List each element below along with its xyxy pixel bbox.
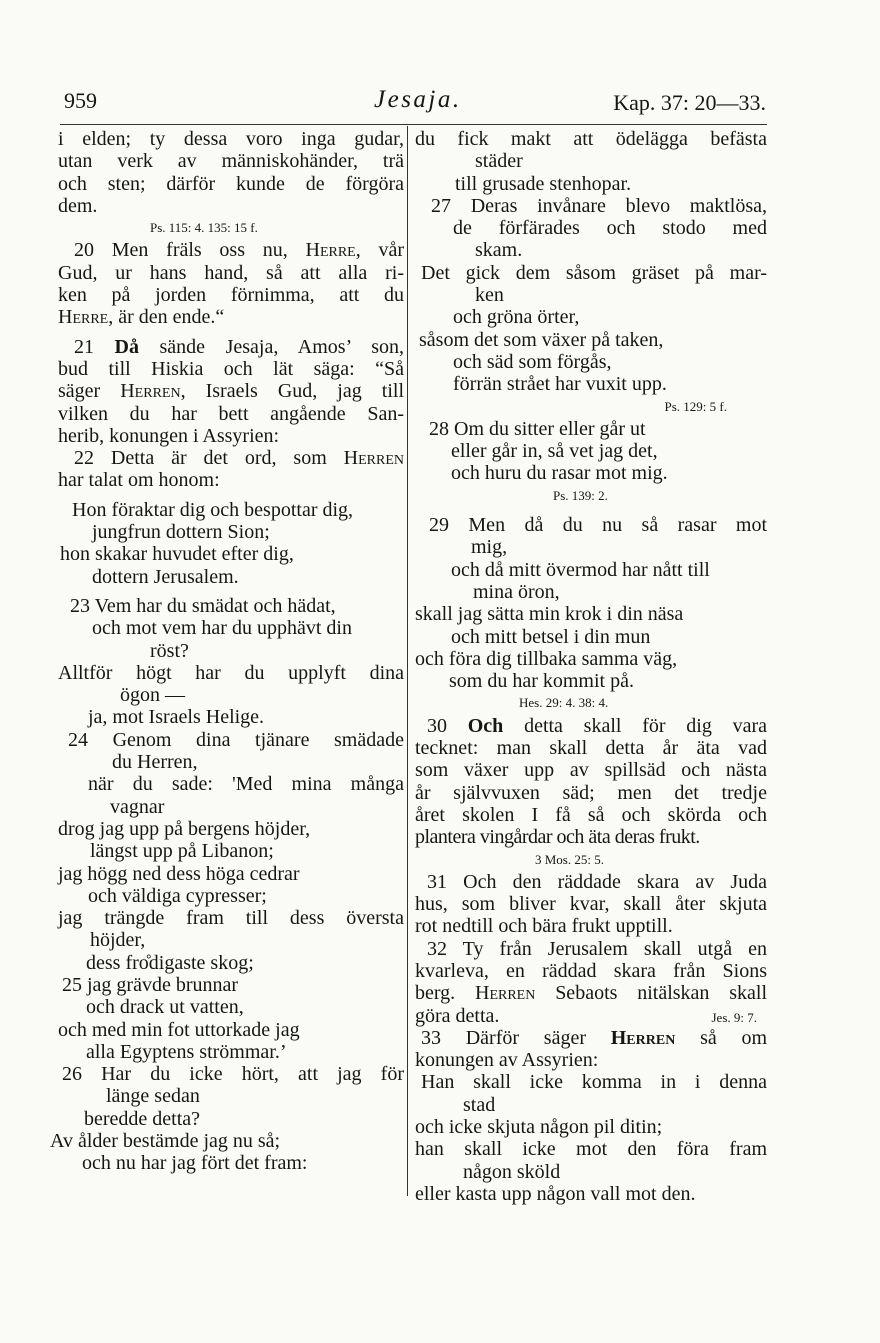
poetry-line: Av ålder bestämde jag nu så; [50, 1130, 281, 1153]
verse-20 [58, 239, 404, 261]
poetry-line: drog jag upp på bergens höjder, [58, 817, 311, 840]
poetry-line: mina öron, [473, 580, 560, 603]
page-number: 959 [64, 88, 97, 113]
text-fragment: Israels Gud, jag till [205, 380, 404, 403]
text-line: hus, som bliver kvar, skall åter skjuta [415, 893, 767, 916]
cross-reference: 3 Mos. 25: 5. [535, 851, 604, 867]
text-fragment: är den ende.“ [118, 306, 225, 329]
text-line: rot nedtill och bära frukt upptill. [415, 915, 673, 938]
poetry-line: vagnar [110, 795, 165, 818]
divine-name: Herren [475, 982, 536, 1005]
poetry-line: och säd som förgås, [453, 350, 612, 373]
verse-22 [58, 447, 404, 469]
poetry-line: 26 Har du icke hört, att jag för [62, 1063, 404, 1086]
divine-name: Herre, [58, 306, 114, 329]
drop-cap: Och [467, 714, 504, 737]
poetry-line: beredde detta? [84, 1107, 201, 1130]
poetry-line: och huru du rasar mot mig. [451, 462, 668, 485]
poetry-line: 27 Deras invånare blevo maktlösa, [431, 194, 767, 217]
verse-30 [415, 715, 767, 737]
text-line: 32 Ty från Jerusalem skall utgå en [427, 937, 767, 960]
verse-number: 30 [427, 714, 447, 737]
poetry-line: och mitt betsel i din mun [451, 625, 651, 648]
poetry-line: längst upp på Libanon; [90, 840, 274, 863]
poetry-line: Det gick dem såsom gräset på mar- [421, 261, 767, 284]
text-line: konungen av Assyrien: [415, 1049, 599, 1072]
poetry-line: 23 Vem har du smädat och hädat, [70, 594, 336, 617]
drop-cap: Då [114, 335, 139, 358]
poetry-line: hon skakar huvudet efter dig, [60, 543, 294, 566]
text-line: tecknet: man skall detta år äta vad [415, 737, 767, 760]
text-fragment: 33 Därför säger [421, 1026, 586, 1049]
poetry-line: 25 jag grävde brunnar [62, 973, 239, 996]
poetry-line: såsom det som växer på taken, [419, 328, 664, 351]
poetry-line: jungfrun dottern Sion; [92, 521, 270, 544]
poetry-line: höjder, [90, 929, 146, 952]
poetry-line: eller går in, så vet jag det, [451, 440, 658, 463]
poetry-line: och icke skjuta någon pil ditin; [415, 1116, 663, 1139]
divine-name: Herren [343, 447, 405, 470]
text-line [58, 380, 404, 402]
text-line: herib, konungen i Assyrien: [58, 424, 280, 447]
poetry-line: någon sköld [463, 1160, 561, 1183]
poetry-line: jag trängde fram till dess översta [58, 907, 404, 930]
text-fragment: så om [700, 1026, 768, 1049]
text-line: utan verk av människohänder, trä [58, 150, 404, 173]
poetry-line: som du har kommit på. [449, 670, 634, 693]
text-line: dem. [58, 194, 98, 217]
text-line: ken på jorden förnimma, att du [58, 284, 404, 307]
text-line [415, 1027, 767, 1049]
poetry-line: ken [475, 284, 504, 307]
poetry-line: alla Egyptens strömmar.’ [86, 1040, 287, 1063]
poetry-line: skall jag sätta min krok i din näsa [415, 603, 684, 626]
cross-reference: Ps. 115: 4. 135: 15 f. [150, 220, 258, 236]
poetry-line: och drack ut vatten, [86, 996, 244, 1019]
poetry-line: du fick makt att ödelägga befästa [415, 128, 767, 150]
poetry-line: Alltför högt har du upplyft dina [58, 661, 404, 684]
poetry-line: och med min fot uttorkade jag [58, 1018, 300, 1041]
poetry-line: ja, mot Israels Helige. [88, 706, 265, 729]
poetry-line: städer [475, 150, 523, 173]
poetry-line: han skall icke mot den föra fram [415, 1138, 767, 1161]
text-line [415, 982, 767, 1004]
poetry-line: och då mitt övermod har nått till [451, 558, 710, 581]
text-line [415, 1005, 767, 1027]
header-rule [60, 124, 767, 125]
poetry-line: och föra dig tillbaka samma väg, [415, 647, 678, 670]
poetry-line: och mot vem har du upphävt din [92, 617, 352, 640]
text-line: 31 Och den räddade skara av Juda [427, 870, 767, 893]
text-fragment: göra detta. [415, 1004, 500, 1027]
poetry-line: 29 Men då du nu så rasar mot [429, 514, 767, 537]
poetry-line: dess fro̊digaste skog; [86, 951, 254, 974]
text-line: år självvuxen säd; men det tredje [415, 781, 767, 804]
poetry-line: eller kasta upp någon vall mot den. [415, 1182, 696, 1205]
text-line: Gud, ur hans hand, så att alla ri- [58, 261, 404, 284]
poetry-line: ögon — [120, 684, 185, 707]
cross-reference: Ps. 129: 5 f. [664, 398, 727, 414]
text-fragment: detta skall för dig vara [524, 714, 767, 737]
text-fragment: Men fräls oss nu, [111, 239, 288, 262]
poetry-line: dottern Jerusalem. [92, 565, 239, 588]
text-line: året skolen I få så och skörda och [415, 803, 767, 826]
text-fragment: 22 Detta är det ord, som [74, 447, 327, 470]
poetry-line: och nu har jag fört det fram: [82, 1152, 308, 1175]
cross-reference: Jes. 9: 7. [711, 1009, 757, 1025]
text-fragment: sände Jesaja, Amos’ son, [159, 335, 405, 358]
verse-number: 21 [74, 335, 94, 358]
divine-name: Herre, [305, 239, 361, 262]
column-divider [407, 126, 408, 1196]
poetry-line: 24 Genom dina tjänare smädade [68, 728, 404, 751]
text-line: vilken du har bett angående San- [58, 402, 404, 425]
right-column [415, 128, 767, 1205]
chapter-reference: Kap. 37: 20—33. [613, 90, 766, 115]
poetry-line: Han skall icke komma in i denna [421, 1071, 767, 1094]
poetry-line: och gröna örter, [453, 306, 580, 329]
poetry-line: 28 Om du sitter eller går ut [429, 417, 646, 440]
poetry-line: de förfärades och stodo med [453, 217, 767, 240]
text-fragment: vår [378, 239, 405, 262]
poetry-line: röst? [150, 639, 189, 662]
divine-name: Herren, [120, 380, 186, 403]
text-fragment: Sebaots nitälskan skall [555, 982, 768, 1005]
poetry-line: stad [463, 1093, 496, 1116]
text-line: i elden; ty dessa voro inga gudar, [58, 128, 404, 150]
text-fragment: säger [58, 380, 101, 403]
text-line: och sten; därför kunde de förgöra [58, 172, 404, 195]
divine-name: Herren [610, 1026, 676, 1049]
poetry-line: när du sade: 'Med mina många [88, 773, 404, 796]
text-line: bud till Hiskia och lät säga: “Så [58, 357, 404, 380]
text-line: som växer upp av spillsäd och nästa [415, 759, 767, 782]
book-title: Jesaja. [374, 86, 462, 113]
poetry-line: Hon föraktar dig och bespottar dig, [72, 498, 354, 521]
text-fragment: berg. [415, 982, 456, 1005]
poetry-line: du Herren, [112, 751, 198, 774]
text-line: har talat om honom: [58, 469, 220, 492]
text-line [58, 306, 404, 328]
text-line: kvarleva, en räddad skara från Sions [415, 959, 767, 982]
poetry-line: förrän strået har vuxit upp. [453, 373, 667, 396]
poetry-line: till grusade stenhopar. [455, 172, 632, 195]
cross-reference: Ps. 139: 2. [553, 487, 608, 503]
poetry-line: jag högg ned dess höga cedrar [58, 862, 300, 885]
cross-reference: Hes. 29: 4. 38: 4. [519, 695, 609, 711]
left-column [50, 128, 405, 1175]
poetry-line: och väldiga cypresser; [88, 884, 267, 907]
page-header [58, 80, 766, 120]
verse-21 [58, 336, 404, 358]
poetry-line: länge sedan [106, 1085, 200, 1108]
text-line: plantera vingårdar och äta deras frukt. [415, 826, 700, 849]
verse-number: 20 [74, 239, 94, 262]
poetry-line: mig, [471, 536, 508, 559]
poetry-line: skam. [475, 239, 523, 262]
